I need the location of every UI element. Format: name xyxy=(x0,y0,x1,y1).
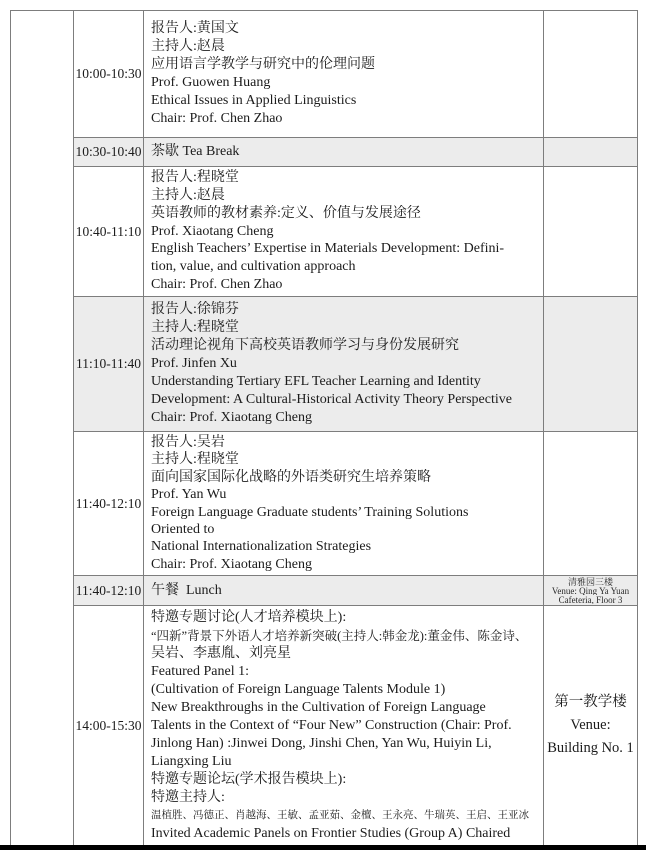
venue-cell xyxy=(544,138,637,166)
session-line: 吴岩、李惠胤、刘亮星 xyxy=(151,645,291,661)
session-cell xyxy=(144,432,544,575)
session-line: Prof. Guowen Huang xyxy=(151,75,271,90)
time-cell xyxy=(74,606,144,845)
venue-line: Venue: Qing Ya Yuan xyxy=(551,586,630,595)
venue-cell xyxy=(544,167,637,296)
time-cell xyxy=(74,297,144,431)
venue-cell xyxy=(544,432,637,575)
time-label: 10:00-10:30 xyxy=(75,66,142,81)
session-line: English Teachers’ Expertise in Materials Development: Defini- xyxy=(151,241,505,257)
session-line: 特邀主持人: xyxy=(151,789,225,805)
venue-line: 清雅园三楼 xyxy=(567,577,613,586)
session-cell xyxy=(144,576,544,605)
time-label: 11:40-12:10 xyxy=(75,582,142,598)
venue-cell xyxy=(544,606,637,845)
session-line: 英语教师的教材素养:定义、价值与发展途径 xyxy=(151,205,421,221)
time-label: 14:00-15:30 xyxy=(75,717,142,733)
session-line: National Internationalization Strategies xyxy=(151,539,372,555)
schedule-row xyxy=(74,138,637,167)
session-line: Prof. Xiaotang Cheng xyxy=(151,223,274,239)
session-line: 主持人:程晓堂 xyxy=(151,452,239,468)
session-line: 面向国家国际化战略的外语类研究生培养策略 xyxy=(151,469,431,485)
session-line: Talents in the Context of “Four New” Construction (Chair: Prof. xyxy=(151,717,512,733)
session-line: Prof. Jinfen Xu xyxy=(151,356,237,371)
session-line: 主持人:程晓堂 xyxy=(151,320,239,335)
session-line: 报告人:程晓堂 xyxy=(151,170,239,185)
session-cell xyxy=(144,606,544,845)
time-label: 11:10-11:40 xyxy=(76,356,141,371)
schedule-rows xyxy=(74,11,637,845)
session-line: Featured Panel 1: xyxy=(151,663,249,679)
session-cell xyxy=(144,138,544,166)
schedule-row xyxy=(74,167,637,297)
schedule-row xyxy=(74,606,637,845)
session-line: 特邀专题论坛(学术报告模块上): xyxy=(151,771,347,787)
session-line: Oriented to xyxy=(151,521,215,537)
venue-cell xyxy=(544,576,637,605)
venue-cell xyxy=(544,11,637,137)
spanner-column xyxy=(11,11,74,845)
time-cell xyxy=(74,576,144,605)
session-line: Foreign Language Graduate students’ Training Solutions xyxy=(151,504,469,520)
schedule-row xyxy=(74,432,637,576)
venue-line: Building No. 1 xyxy=(547,740,634,756)
time-cell xyxy=(74,167,144,296)
session-line: Liangxing Liu xyxy=(151,753,232,769)
session-line: 活动理论视角下高校英语教师学习与身份发展研究 xyxy=(151,338,459,353)
session-line: Ethical Issues in Applied Linguistics xyxy=(151,93,357,108)
session-line: Development: A Cultural-Historical Activity Theory Perspective xyxy=(151,392,512,407)
session-line: Prof. Yan Wu xyxy=(151,487,227,503)
session-line: 报告人:吴岩 xyxy=(151,435,225,450)
venue-line: Cafeteria, Floor 3 xyxy=(558,595,623,604)
session-line: Chair: Prof. Xiaotang Cheng xyxy=(151,410,312,425)
session-line: 温植胜、冯德正、肖越海、王敏、孟亚茹、金檀、王永亮、牛瑞英、王启、王亚冰 xyxy=(151,809,529,821)
venue-cell xyxy=(544,297,637,431)
time-cell xyxy=(74,11,144,137)
schedule-row xyxy=(74,11,637,138)
session-line: 主持人:赵晨 xyxy=(151,39,225,54)
venue-line: 第一教学楼 xyxy=(554,694,627,710)
session-line: 报告人:黄国文 xyxy=(151,21,239,36)
session-cell xyxy=(144,297,544,431)
time-label: 10:30-10:40 xyxy=(75,144,142,159)
session-line: 茶歇 Tea Break xyxy=(151,144,240,159)
session-line: New Breakthroughs in the Cultivation of Foreign Language xyxy=(151,699,486,715)
session-line: Understanding Tertiary EFL Teacher Learning and Identity xyxy=(151,374,481,389)
session-cell xyxy=(144,11,544,137)
schedule-row xyxy=(74,297,637,432)
time-cell xyxy=(74,138,144,166)
session-line: 午餐 Lunch xyxy=(151,582,222,598)
session-line: 应用语言学教学与研究中的伦理问题 xyxy=(151,57,375,72)
session-line: Chair: Prof. Chen Zhao xyxy=(151,277,283,293)
time-label: 11:40-12:10 xyxy=(75,495,142,511)
session-line: (Cultivation of Foreign Language Talents Module 1) xyxy=(151,681,446,697)
session-line: Chair: Prof. Xiaotang Cheng xyxy=(151,556,312,572)
page-bottom-edge xyxy=(0,845,646,850)
session-line: 报告人:徐锦芬 xyxy=(151,302,239,317)
session-line: Invited Academic Panels on Frontier Studies (Group A) Chaired xyxy=(151,825,511,841)
schedule-table xyxy=(10,10,638,845)
session-line: Jinlong Han) :Jinwei Dong, Jinshi Chen, Yan Wu, Huiyin Li, xyxy=(151,735,492,751)
session-line: tion, value, and cultivation approach xyxy=(151,259,356,275)
session-line: 特邀专题讨论(人才培养模块上): xyxy=(151,609,347,625)
session-line: 主持人:赵晨 xyxy=(151,187,225,203)
session-line: Chair: Prof. Chen Zhao xyxy=(151,111,283,126)
schedule-row xyxy=(74,576,637,606)
time-label: 10:40-11:10 xyxy=(75,223,142,239)
venue-line: Venue: xyxy=(570,717,611,733)
session-line: “四新”背景下外语人才培养新突破(主持人:韩金龙):董金伟、陈金诗、 xyxy=(151,628,528,643)
time-cell xyxy=(74,432,144,575)
session-cell xyxy=(144,167,544,296)
